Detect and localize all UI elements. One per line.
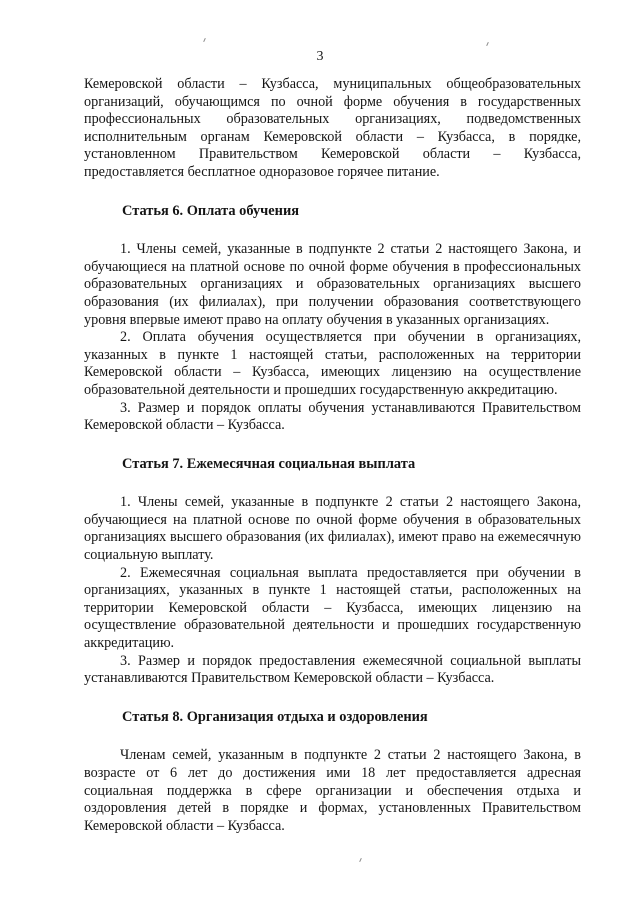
scan-speck bbox=[203, 38, 206, 42]
page-number: 3 bbox=[316, 49, 324, 64]
article-7-paragraph-3: 3. Размер и порядок предоставления ежемесячной социальной выплаты устанавливаются Правительством Кемеровской области – Кузбасса. bbox=[84, 652, 581, 687]
article-8-heading: Статья 8. Организация отдыха и оздоровления bbox=[122, 708, 428, 725]
article-7-paragraph-2: 2. Ежемесячная социальная выплата предоставляется при обучении в организациях, указанных в пункте 1 настоящей статьи, расположенных на территории Кемеровской области – Кузбасса, имеющих лицензию на осуществление образовательной деятельности и прошедших государственную аккредитацию. bbox=[84, 564, 581, 652]
article-6-paragraph-3: 3. Размер и порядок оплаты обучения устанавливаются Правительством Кемеровской области – Кузбасса. bbox=[84, 399, 581, 434]
intro-paragraph: Кемеровской области – Кузбасса, муниципальных общеобразовательных организаций, обучающимся по очной форме обучения в государственных профессиональных образовательных организациях, подведомственных исполнительным органам Кемеровской области – Кузбасса, в порядке, установленном Правительством Кемеровской области – Кузбасса, предоставляется бесплатное одноразовое горячее питание. bbox=[84, 76, 581, 180]
article-6-paragraph-2: 2. Оплата обучения осуществляется при обучении в организациях, указанных в пункте 1 настоящей статьи, расположенных на территории Кемеровской области – Кузбасса, имеющих лицензию на осуществление образовательной деятельности и прошедших государственную аккредитацию. bbox=[84, 329, 581, 398]
article-6-paragraph-1: 1. Члены семей, указанные в подпункте 2 статьи 2 настоящего Закона, и обучающиеся на платной основе по очной форме обучения в профессиональных образовательных организациях и образовательных организациях высшего образования (их филиалах), при получении образования соответствующего уровня впервые имеют право на оплату обучения в указанных организациях. bbox=[84, 241, 581, 328]
scan-speck bbox=[486, 42, 489, 46]
article-8-paragraph-1: Членам семей, указанным в подпункте 2 статьи 2 настоящего Закона, в возрасте от 6 лет до достижения ими 18 лет предоставляется адресная социальная поддержка в сфере организации и обеспечения отдыха и оздоровления детей в порядке и формах, установленных Правительством Кемеровской области – Кузбасса. bbox=[84, 747, 581, 834]
article-6-heading: Статья 6. Оплата обучения bbox=[122, 202, 300, 219]
article-7-paragraph-1: 1. Члены семей, указанные в подпункте 2 статьи 2 настоящего Закона, обучающиеся на платной основе по очной форме обучения в образовательных организациях высшего образования (их филиалах), имеют право на ежемесячную социальную выплату. bbox=[84, 494, 581, 564]
document-body bbox=[84, 76, 581, 835]
article-7-heading: Статья 7. Ежемесячная социальная выплата bbox=[122, 455, 416, 472]
scan-speck bbox=[359, 858, 362, 862]
